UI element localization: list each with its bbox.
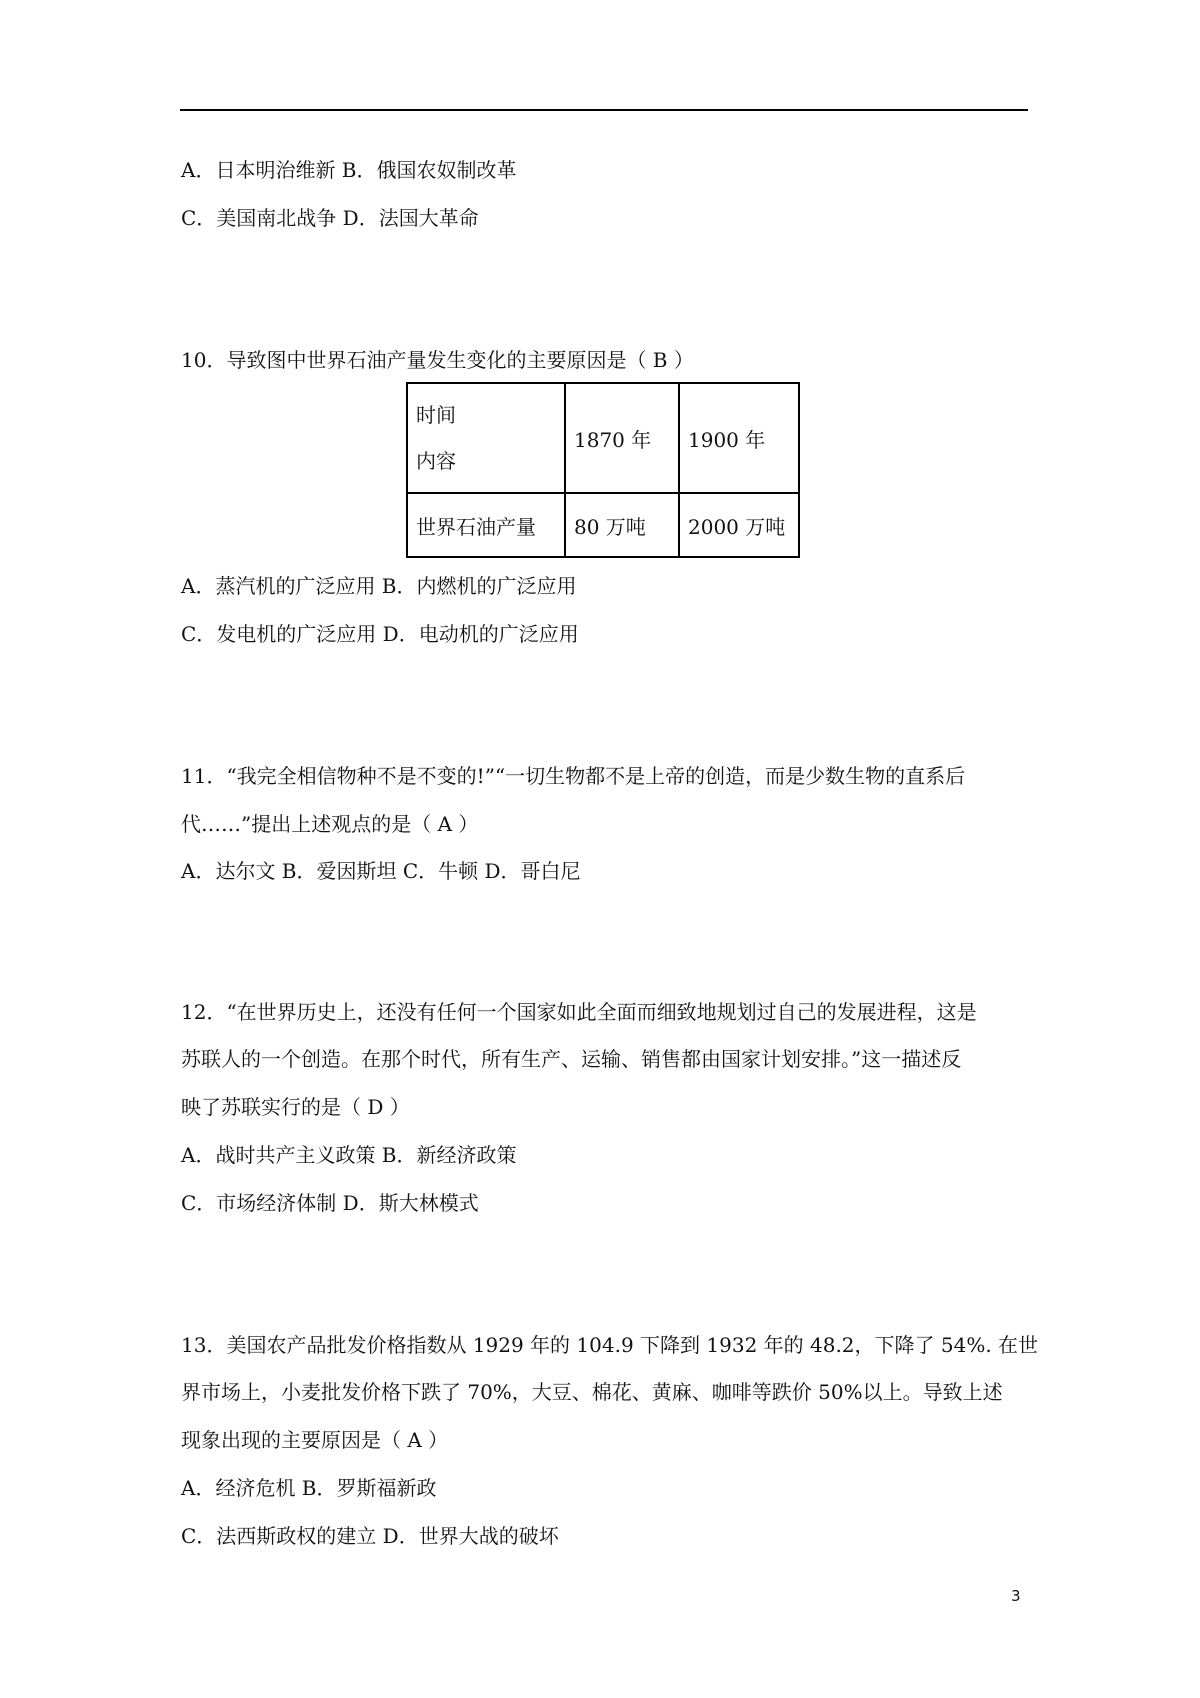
q12-options-cd: C．市场经济体制 D．斯大林模式 xyxy=(181,1191,479,1215)
q9-options-ab: A．日本明治维新 B．俄国农奴制改革 xyxy=(181,158,517,182)
table-header-row xyxy=(407,383,799,493)
table-data-row xyxy=(407,493,799,557)
q12-stem-line-2: 苏联人的一个创造。在那个时代，所有生产、运输、销售都由国家计划安排。”这一描述反 xyxy=(181,1047,962,1071)
value-1900-cell: 2000 万吨 xyxy=(679,493,799,557)
q12-stem-line-3: 映了苏联实行的是（ D ） xyxy=(181,1095,410,1119)
header-1900-cell: 1900 年 xyxy=(679,383,799,493)
header-rule xyxy=(180,109,1028,111)
q10-options-cd: C．发电机的广泛应用 D．电动机的广泛应用 xyxy=(181,622,579,646)
q13-options-cd: C．法西斯政权的建立 D．世界大战的破坏 xyxy=(181,1524,559,1548)
q13-options-ab: A．经济危机 B．罗斯福新政 xyxy=(181,1476,437,1500)
row-label-cell: 世界石油产量 xyxy=(407,493,565,557)
q11-options: A．达尔文 B．爱因斯坦 C．牛顿 D．哥白尼 xyxy=(181,859,581,883)
q13-stem-line-3: 现象出现的主要原因是（ A ） xyxy=(181,1428,449,1452)
q11-stem-line-1: 11．“我完全相信物种不是不变的!”“一切生物都不是上帝的创造，而是少数生物的直系后 xyxy=(181,764,966,788)
q13-stem-line-1: 13．美国农产品批发价格指数从 1929 年的 104.9 下降到 1932 年的 48.2，下降了 54%. 在世 xyxy=(181,1333,1039,1357)
table-corner-cell xyxy=(407,383,565,493)
q13-stem-line-2: 界市场上，小麦批发价格下跌了 70%，大豆、棉花、黄麻、咖啡等跌价 50%以上。导致上述 xyxy=(181,1380,1003,1404)
q12-options-ab: A．战时共产主义政策 B．新经济政策 xyxy=(181,1143,517,1167)
q10-stem: 10．导致图中世界石油产量发生变化的主要原因是（ B ） xyxy=(181,348,694,372)
q9-options-cd: C．美国南北战争 D．法国大革命 xyxy=(181,206,479,230)
header-content-label: 内容 xyxy=(416,449,456,473)
q11-stem-line-2: 代……”提出上述观点的是（ A ） xyxy=(181,812,479,836)
header-1870-cell: 1870 年 xyxy=(565,383,679,493)
header-time-label: 时间 xyxy=(416,403,456,427)
q10-options-ab: A．蒸汽机的广泛应用 B．内燃机的广泛应用 xyxy=(181,574,577,598)
q12-stem-line-1: 12．“在世界历史上，还没有任何一个国家如此全面而细致地规划过自己的发展进程，这是 xyxy=(181,1000,977,1024)
page-number: 3 xyxy=(1011,1587,1021,1605)
oil-production-table xyxy=(406,382,800,558)
value-1870-cell: 80 万吨 xyxy=(565,493,679,557)
